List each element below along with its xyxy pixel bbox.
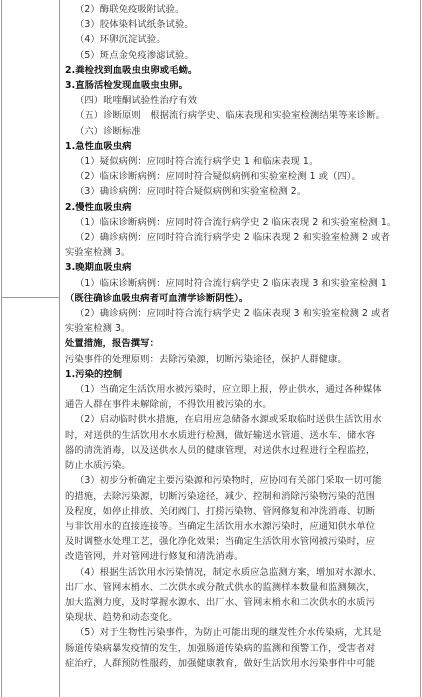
text-line: 出厂水、管网末梢水、二次供水或分散式供水的监测样本数量和监测频次，: [65, 581, 376, 593]
text-line: 及时调整水处理工艺，强化净化效果；当确定生活饮用水管网被污染时，应: [65, 536, 376, 548]
text-line: （3）初步分析确定主要污染源和污染物时，应协同有关部门采取一切可能: [75, 475, 382, 487]
text-line: 加大监测力度，及时掌握水源水、出厂水、管网末梢水和二次供水的水质污: [65, 596, 376, 608]
text-line: （1）当确定生活饮用水被污染时，应立即上报，停止供水，通过各种媒体: [75, 384, 382, 396]
text-line: 污染事件的处理原则：去除污染源，切断污染途径，保护人群健康。: [65, 353, 347, 365]
text-line: （2）酶联免疫吸附试验。: [75, 4, 185, 15]
text-line: （四）吡喹酮试验性治疗有效: [75, 95, 198, 107]
text-line: 及程度，如停止排放、关闭阀门、打捞污染物、管网修复和冲洗消毒、切断: [65, 505, 376, 517]
text-line: （六）诊断标准: [75, 125, 141, 137]
text-line: （2）临床诊断病例：应同时符合疑似病例和实验室检测 1 或（四）。: [75, 171, 361, 183]
text-line: 实验室检测 3。: [65, 323, 131, 335]
text-line: 2.粪检找到血吸虫虫卵或毛蚴。: [65, 64, 198, 76]
text-line: （2）启动临时供水措施，在启用应急储备水源或采取临时送供生活饮用水: [75, 414, 382, 426]
text-line: 改造管网，并对管网进行修复和清洗消毒。: [65, 551, 244, 563]
text-line: 防止水质污染。: [65, 460, 131, 472]
text-line: 与非饮用水的直接连接等。当确定生活饮用水水源污染时，应通知供水单位: [65, 520, 376, 532]
document-table: [1, 0, 421, 697]
text-line: （五）诊断原则 根据流行病学史、临床表现和实验室检测结果等来诊断。: [75, 110, 386, 122]
text-line: （3）确诊病例：应同时符合疑似病例和实验室检测 2。: [75, 186, 307, 198]
text-line: 肠道传染病暴发疫情的发生，加强肠道传染病的监测和预警工作，受害者对: [65, 642, 376, 654]
text-line: 的措施，去除污染源，切断污染途径，减少、控制和消除污染物污染的范围: [65, 490, 376, 502]
left-cell-divider: [2, 297, 59, 298]
text-line: （1）临床诊断病例：应同时符合流行病学史 2 临床表现 2 和实验室检测 1。: [75, 216, 397, 228]
text-line: （4）根据生活饮用水污染情况，制定水质应急监测方案，增加对水源水、: [75, 566, 382, 578]
text-line: （1）疑似病例：应同时符合流行病学史 1 和临床表现 1。: [75, 156, 319, 168]
document-body: [65, 2, 417, 671]
text-line: 实验室检测 3。: [65, 247, 131, 259]
text-line: （3）胶体染料试纸条试验。: [75, 19, 194, 31]
text-line: 3.直肠活检发现血吸虫虫卵。: [65, 80, 188, 92]
text-line: 通告人群在事件未解除前，不得饮用被污染的水。: [65, 399, 272, 411]
text-line: 1.污染的控制: [65, 368, 123, 380]
text-line: 时，对送供的生活饮用水水质进行检测，做好输送水管道、送水车、储水容: [65, 429, 376, 441]
text-line: （5）斑点金免疫渗滤试验。: [75, 49, 194, 61]
text-line: 1.急性血吸虫病: [65, 140, 132, 152]
text-line: 器的清洗消毒，以及送供水人员的健康管理，对送供水过程进行全程监控，: [65, 444, 376, 456]
text-line: （4）环卵沉淀试验。: [75, 34, 166, 46]
text-line: （5）对于生物性污染事件，为防止可能出现的继发性介水传染病，尤其是: [75, 627, 382, 639]
text-line: 3.晚期血吸虫病: [65, 262, 132, 274]
text-line: 2.慢性血吸虫病: [65, 201, 132, 213]
text-line: （1）临床诊断病例：应同时符合流行病学史 2 临床表现 3 和实验室检测 1: [75, 277, 387, 289]
text-line: 染现状、趋势和动态变化。: [65, 612, 178, 624]
text-line: （2）确诊病例：应同时符合流行病学史 2 临床表现 3 和实验室检测 2 或者: [75, 308, 390, 320]
text-line: 处置措施，报告撰写：: [65, 338, 159, 350]
text-line: （2）确诊病例：应同时符合流行病学史 2 临床表现 2 和实验室检测 2 或者: [75, 232, 390, 244]
text-line: 症治疗，人群预防性服药，加强健康教育，做好生活饮用水污染事件中可能: [65, 657, 376, 669]
column-divider: [59, 0, 60, 697]
text-line: （既往确诊血吸虫病者可血清学诊断阴性）。: [65, 292, 249, 304]
